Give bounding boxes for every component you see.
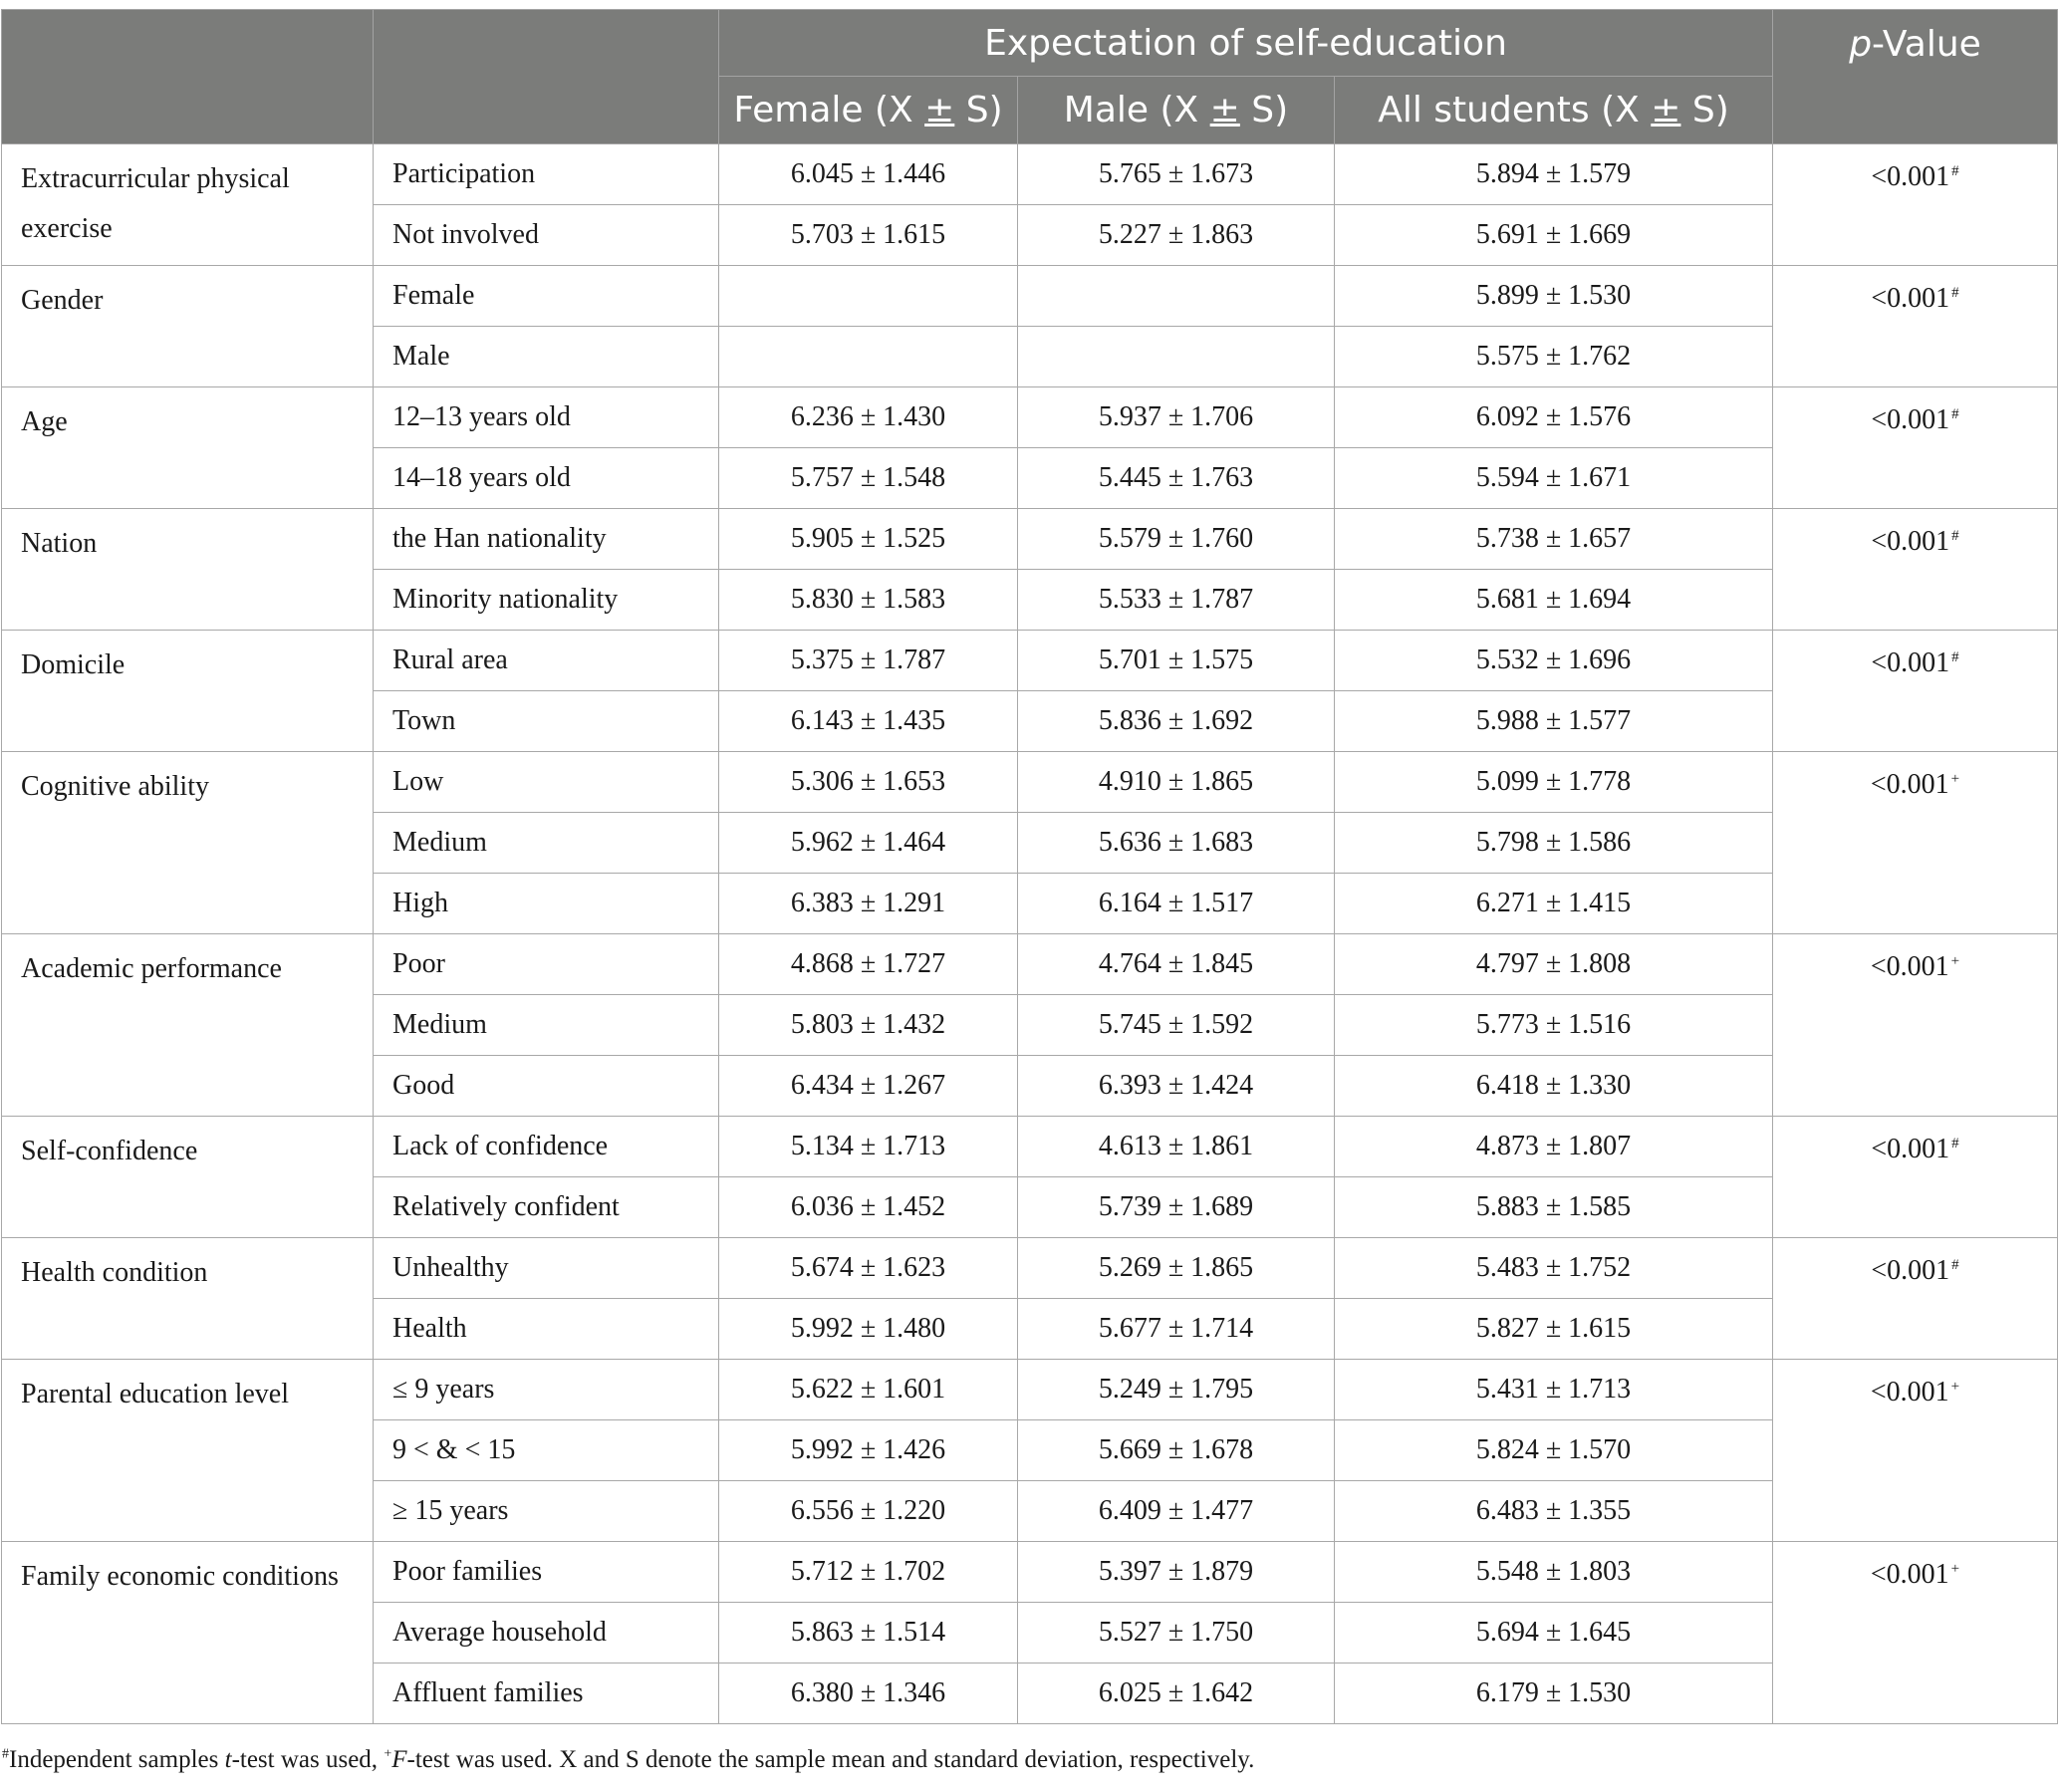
value-cell-male: 5.269 ± 1.865 bbox=[1018, 1238, 1335, 1299]
category-cell: Age bbox=[2, 387, 374, 509]
p-value-cell bbox=[1773, 509, 2058, 631]
test-marker: # bbox=[1951, 648, 1959, 665]
header-group-title: Expectation of self-education bbox=[719, 10, 1773, 77]
p-value-text: <0.001 bbox=[1871, 283, 1950, 314]
p-value-cell bbox=[1773, 1542, 2058, 1724]
value-cell-all: 5.099 ± 1.778 bbox=[1335, 752, 1773, 813]
value-cell-female: 6.236 ± 1.430 bbox=[719, 387, 1018, 448]
p-value-cell bbox=[1773, 1360, 2058, 1542]
subgroup-cell: Not involved bbox=[374, 205, 719, 266]
value-cell-all: 4.873 ± 1.807 bbox=[1335, 1117, 1773, 1177]
value-cell-female: 5.962 ± 1.464 bbox=[719, 813, 1018, 874]
value-cell-male: 5.397 ± 1.879 bbox=[1018, 1542, 1335, 1603]
value-cell-all: 5.824 ± 1.570 bbox=[1335, 1420, 1773, 1481]
table-row bbox=[2, 387, 2058, 448]
table-body bbox=[2, 144, 2058, 1724]
subgroup-cell: ≥ 15 years bbox=[374, 1481, 719, 1542]
value-cell-female: 5.703 ± 1.615 bbox=[719, 205, 1018, 266]
value-cell-female bbox=[719, 266, 1018, 327]
value-cell-male: 5.745 ± 1.592 bbox=[1018, 995, 1335, 1056]
subgroup-cell: Minority nationality bbox=[374, 570, 719, 631]
value-cell-female: 5.306 ± 1.653 bbox=[719, 752, 1018, 813]
value-cell-female: 6.434 ± 1.267 bbox=[719, 1056, 1018, 1117]
p-value-cell bbox=[1773, 144, 2058, 266]
p-value-cell bbox=[1773, 934, 2058, 1117]
value-cell-all: 6.179 ± 1.530 bbox=[1335, 1664, 1773, 1724]
value-cell-male: 4.910 ± 1.865 bbox=[1018, 752, 1335, 813]
subgroup-cell: Relatively confident bbox=[374, 1177, 719, 1238]
footnote-part3: -test was used. X and S denote the sample mean and standard deviation, respectively. bbox=[406, 1746, 1255, 1773]
value-cell-female: 5.134 ± 1.713 bbox=[719, 1117, 1018, 1177]
p-value-text: <0.001 bbox=[1870, 1377, 1949, 1408]
category-cell: Gender bbox=[2, 266, 374, 387]
subgroup-cell: Medium bbox=[374, 813, 719, 874]
value-cell-female: 6.143 ± 1.435 bbox=[719, 691, 1018, 752]
pvalue-suffix: -Value bbox=[1872, 24, 1981, 65]
p-value-text: <0.001 bbox=[1871, 1255, 1950, 1286]
header-col-male: Male (X ± S) bbox=[1018, 77, 1335, 144]
p-value-text: <0.001 bbox=[1871, 647, 1950, 678]
test-marker: # bbox=[1951, 1256, 1959, 1273]
value-cell-female: 5.803 ± 1.432 bbox=[719, 995, 1018, 1056]
value-cell-all: 5.899 ± 1.530 bbox=[1335, 266, 1773, 327]
subgroup-cell: the Han nationality bbox=[374, 509, 719, 570]
test-marker: # bbox=[1951, 405, 1959, 422]
value-cell-male bbox=[1018, 266, 1335, 327]
value-cell-all: 6.271 ± 1.415 bbox=[1335, 874, 1773, 934]
value-cell-all: 5.773 ± 1.516 bbox=[1335, 995, 1773, 1056]
table-container bbox=[1, 9, 2057, 1724]
value-cell-all: 5.827 ± 1.615 bbox=[1335, 1299, 1773, 1360]
p-value-text: <0.001 bbox=[1870, 1559, 1949, 1590]
value-cell-all: 5.988 ± 1.577 bbox=[1335, 691, 1773, 752]
table-row bbox=[2, 144, 2058, 205]
p-value-cell bbox=[1773, 752, 2058, 934]
p-value-text: <0.001 bbox=[1871, 404, 1950, 435]
value-cell-male: 5.527 ± 1.750 bbox=[1018, 1603, 1335, 1664]
category-cell: Cognitive ability bbox=[2, 752, 374, 934]
value-cell-female: 5.863 ± 1.514 bbox=[719, 1603, 1018, 1664]
value-cell-female: 5.375 ± 1.787 bbox=[719, 631, 1018, 691]
header-col-all-students: All students (X ± S) bbox=[1335, 77, 1773, 144]
value-cell-female: 5.905 ± 1.525 bbox=[719, 509, 1018, 570]
p-value-cell bbox=[1773, 1238, 2058, 1360]
value-cell-female: 5.622 ± 1.601 bbox=[719, 1360, 1018, 1420]
value-cell-male: 6.393 ± 1.424 bbox=[1018, 1056, 1335, 1117]
subgroup-cell: 12–13 years old bbox=[374, 387, 719, 448]
subgroup-cell: High bbox=[374, 874, 719, 934]
value-cell-all: 5.798 ± 1.586 bbox=[1335, 813, 1773, 874]
value-cell-female bbox=[719, 327, 1018, 387]
test-marker: + bbox=[1950, 1378, 1960, 1395]
subgroup-cell: Rural area bbox=[374, 631, 719, 691]
subgroup-cell: Affluent families bbox=[374, 1664, 719, 1724]
value-cell-female: 5.992 ± 1.426 bbox=[719, 1420, 1018, 1481]
value-cell-female: 5.992 ± 1.480 bbox=[719, 1299, 1018, 1360]
table-row bbox=[2, 934, 2058, 995]
p-value-text: <0.001 bbox=[1871, 526, 1950, 557]
subgroup-cell: Medium bbox=[374, 995, 719, 1056]
value-cell-male: 4.613 ± 1.861 bbox=[1018, 1117, 1335, 1177]
table-row bbox=[2, 1542, 2058, 1603]
subgroup-cell: Participation bbox=[374, 144, 719, 205]
test-marker: # bbox=[1951, 527, 1959, 544]
value-cell-male: 4.764 ± 1.845 bbox=[1018, 934, 1335, 995]
subgroup-cell: Good bbox=[374, 1056, 719, 1117]
p-value-text: <0.001 bbox=[1870, 769, 1949, 800]
value-cell-all: 6.418 ± 1.330 bbox=[1335, 1056, 1773, 1117]
value-cell-male: 5.701 ± 1.575 bbox=[1018, 631, 1335, 691]
header-col-female: Female (X ± S) bbox=[719, 77, 1018, 144]
value-cell-male: 5.937 ± 1.706 bbox=[1018, 387, 1335, 448]
subgroup-cell: 9 < & < 15 bbox=[374, 1420, 719, 1481]
header-blank-subgroup bbox=[374, 10, 719, 144]
value-cell-all: 5.694 ± 1.645 bbox=[1335, 1603, 1773, 1664]
value-cell-female: 6.380 ± 1.346 bbox=[719, 1664, 1018, 1724]
subgroup-cell: Poor bbox=[374, 934, 719, 995]
p-value-cell bbox=[1773, 266, 2058, 387]
table-row bbox=[2, 752, 2058, 813]
value-cell-all: 5.483 ± 1.752 bbox=[1335, 1238, 1773, 1299]
subgroup-cell: Lack of confidence bbox=[374, 1117, 719, 1177]
test-marker: # bbox=[1951, 1135, 1959, 1152]
value-cell-male: 6.164 ± 1.517 bbox=[1018, 874, 1335, 934]
header-pvalue bbox=[1773, 10, 2058, 144]
value-cell-male: 5.533 ± 1.787 bbox=[1018, 570, 1335, 631]
category-cell: Health condition bbox=[2, 1238, 374, 1360]
table-row bbox=[2, 1117, 2058, 1177]
value-cell-male: 5.669 ± 1.678 bbox=[1018, 1420, 1335, 1481]
table-row bbox=[2, 1360, 2058, 1420]
subgroup-cell: Poor families bbox=[374, 1542, 719, 1603]
value-cell-male: 5.765 ± 1.673 bbox=[1018, 144, 1335, 205]
header-blank-category bbox=[2, 10, 374, 144]
p-value-cell bbox=[1773, 631, 2058, 752]
value-cell-male: 5.677 ± 1.714 bbox=[1018, 1299, 1335, 1360]
subgroup-cell: Low bbox=[374, 752, 719, 813]
value-cell-all: 5.594 ± 1.671 bbox=[1335, 448, 1773, 509]
value-cell-male: 5.739 ± 1.689 bbox=[1018, 1177, 1335, 1238]
table-row bbox=[2, 509, 2058, 570]
value-cell-female: 5.674 ± 1.623 bbox=[719, 1238, 1018, 1299]
value-cell-male bbox=[1018, 327, 1335, 387]
subgroup-cell: Average household bbox=[374, 1603, 719, 1664]
p-value-text: <0.001 bbox=[1870, 951, 1949, 982]
value-cell-male: 5.445 ± 1.763 bbox=[1018, 448, 1335, 509]
self-education-table bbox=[1, 9, 2058, 1724]
category-cell: Self-confidence bbox=[2, 1117, 374, 1238]
value-cell-all: 5.738 ± 1.657 bbox=[1335, 509, 1773, 570]
value-cell-male: 5.836 ± 1.692 bbox=[1018, 691, 1335, 752]
subgroup-cell: Female bbox=[374, 266, 719, 327]
value-cell-male: 5.579 ± 1.760 bbox=[1018, 509, 1335, 570]
value-cell-female: 6.383 ± 1.291 bbox=[719, 874, 1018, 934]
table-row bbox=[2, 266, 2058, 327]
footnote-part1: Independent samples bbox=[9, 1746, 225, 1773]
value-cell-all: 5.894 ± 1.579 bbox=[1335, 144, 1773, 205]
category-cell: Extracurricular physical exercise bbox=[2, 144, 374, 266]
value-cell-male: 5.636 ± 1.683 bbox=[1018, 813, 1335, 874]
footnote-t-italic: t bbox=[224, 1746, 232, 1773]
value-cell-all: 6.092 ± 1.576 bbox=[1335, 387, 1773, 448]
subgroup-cell: Male bbox=[374, 327, 719, 387]
value-cell-all: 5.431 ± 1.713 bbox=[1335, 1360, 1773, 1420]
table-row bbox=[2, 631, 2058, 691]
footnote-hash-mark: # bbox=[2, 1746, 9, 1762]
p-value-text: <0.001 bbox=[1871, 161, 1950, 192]
p-value-text: <0.001 bbox=[1871, 1134, 1950, 1164]
test-marker: # bbox=[1951, 284, 1959, 301]
subgroup-cell: Health bbox=[374, 1299, 719, 1360]
subgroup-cell: ≤ 9 years bbox=[374, 1360, 719, 1420]
value-cell-all: 5.532 ± 1.696 bbox=[1335, 631, 1773, 691]
value-cell-all: 5.883 ± 1.585 bbox=[1335, 1177, 1773, 1238]
category-cell: Academic performance bbox=[2, 934, 374, 1117]
test-marker: + bbox=[1950, 770, 1960, 787]
value-cell-male: 5.227 ± 1.863 bbox=[1018, 205, 1335, 266]
value-cell-all: 5.681 ± 1.694 bbox=[1335, 570, 1773, 631]
value-cell-all: 5.548 ± 1.803 bbox=[1335, 1542, 1773, 1603]
subgroup-cell: Town bbox=[374, 691, 719, 752]
table-row bbox=[2, 1238, 2058, 1299]
value-cell-female: 6.036 ± 1.452 bbox=[719, 1177, 1018, 1238]
value-cell-female: 5.712 ± 1.702 bbox=[719, 1542, 1018, 1603]
value-cell-male: 6.409 ± 1.477 bbox=[1018, 1481, 1335, 1542]
category-cell: Nation bbox=[2, 509, 374, 631]
category-cell: Domicile bbox=[2, 631, 374, 752]
test-marker: + bbox=[1950, 952, 1960, 969]
value-cell-male: 6.025 ± 1.642 bbox=[1018, 1664, 1335, 1724]
value-cell-all: 6.483 ± 1.355 bbox=[1335, 1481, 1773, 1542]
table-footnote bbox=[2, 1746, 1254, 1774]
value-cell-all: 5.691 ± 1.669 bbox=[1335, 205, 1773, 266]
p-value-cell bbox=[1773, 387, 2058, 509]
value-cell-female: 5.830 ± 1.583 bbox=[719, 570, 1018, 631]
value-cell-all: 5.575 ± 1.762 bbox=[1335, 327, 1773, 387]
value-cell-female: 4.868 ± 1.727 bbox=[719, 934, 1018, 995]
test-marker: # bbox=[1951, 162, 1959, 179]
test-marker: + bbox=[1950, 1560, 1960, 1577]
value-cell-male: 5.249 ± 1.795 bbox=[1018, 1360, 1335, 1420]
footnote-plus-mark: + bbox=[384, 1746, 392, 1762]
pvalue-p-italic: p bbox=[1849, 24, 1873, 65]
footnote-f-italic: F bbox=[391, 1746, 407, 1773]
value-cell-female: 6.556 ± 1.220 bbox=[719, 1481, 1018, 1542]
value-cell-female: 5.757 ± 1.548 bbox=[719, 448, 1018, 509]
value-cell-all: 4.797 ± 1.808 bbox=[1335, 934, 1773, 995]
value-cell-female: 6.045 ± 1.446 bbox=[719, 144, 1018, 205]
subgroup-cell: Unhealthy bbox=[374, 1238, 719, 1299]
footnote-part2: -test was used, bbox=[231, 1746, 385, 1773]
category-cell: Parental education level bbox=[2, 1360, 374, 1542]
p-value-cell bbox=[1773, 1117, 2058, 1238]
subgroup-cell: 14–18 years old bbox=[374, 448, 719, 509]
category-cell: Family economic conditions bbox=[2, 1542, 374, 1724]
